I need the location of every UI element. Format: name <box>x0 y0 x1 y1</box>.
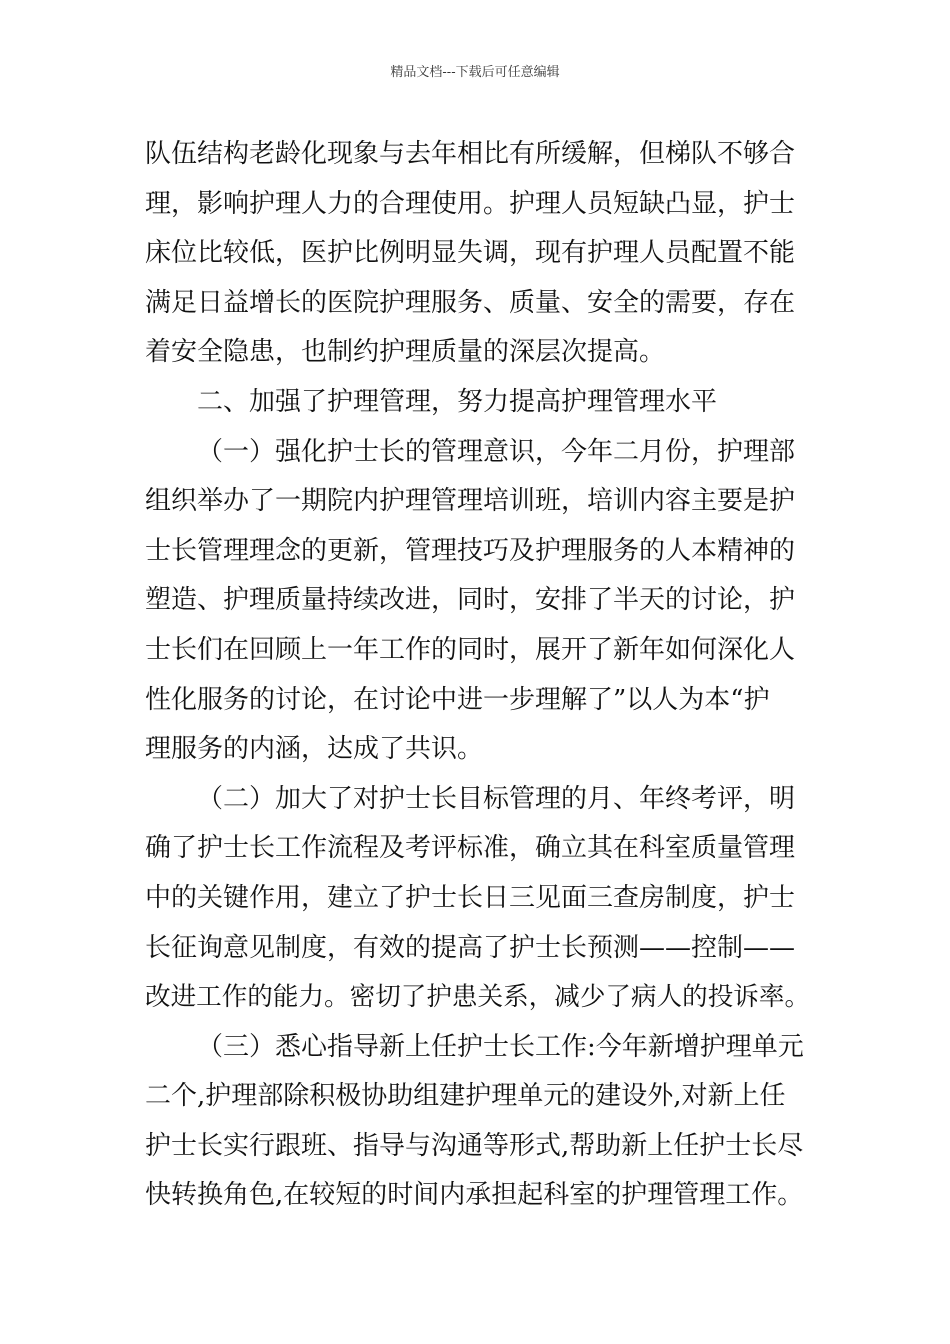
text-line: 满足日益增长的医院护理服务、质量、安全的需要，存在 <box>145 287 796 318</box>
text-line: 着安全隐患，也制约护理质量的深层次提高。 <box>145 337 666 368</box>
text-line: 床位比较低，医护比例明显失调，现有护理人员配置不能 <box>145 238 796 269</box>
text-line: 中的关键作用，建立了护士长日三见面三查房制度，护士 <box>145 882 796 913</box>
text-line: 士长们在回顾上一年工作的同时，展开了新年如何深化人 <box>145 634 796 665</box>
page-header: 精品文档---下载后可任意编辑 <box>390 65 560 80</box>
text-line: 士长管理理念的更新，管理技巧及护理服务的人本精神的 <box>145 535 796 566</box>
text-line: 长征询意见制度，有效的提高了护士长预测——控制—— <box>145 932 796 963</box>
text-line: 队伍结构老龄化现象与去年相比有所缓解，但梯队不够合 <box>145 139 796 169</box>
text-line: 二、加强了护理管理，努力提高护理管理水平 <box>197 386 718 417</box>
text-line: （二）加大了对护士长目标管理的月、年终考评，明 <box>197 783 796 814</box>
text-line: 理，影响护理人力的合理使用。护理人员短缺凸显，护士 <box>145 188 796 219</box>
text-line: 组织举办了一期院内护理管理培训班，培训内容主要是护 <box>145 486 796 517</box>
document-body <box>145 130 810 1221</box>
text-line: 护士长实行跟班、指导与沟通等形式,帮助新上任护士长尽 <box>145 1130 804 1161</box>
text-line: （一）强化护士长的管理意识，今年二月份，护理部 <box>197 436 796 467</box>
text-line: 塑造、护理质量持续改进，同时，安排了半天的讨论，护 <box>145 585 796 616</box>
text-line: 改进工作的能力。密切了护患关系，减少了病人的投诉率。 <box>145 982 811 1013</box>
text-line: 确了护士长工作流程及考评标准，确立其在科室质量管理 <box>145 833 796 864</box>
text-line: 理服务的内涵，达成了共识。 <box>145 734 484 765</box>
text-line: 二个,护理部除积极协助组建护理单元的建设外,对新上任 <box>145 1081 786 1112</box>
text-line: 性化服务的讨论，在讨论中进一步理解了”以人为本“护 <box>145 684 770 715</box>
text-line: 快转换角色,在较短的时间内承担起科室的护理管理工作。 <box>145 1180 804 1211</box>
text-line: （三）悉心指导新上任护士长工作:今年新增护理单元 <box>197 1031 804 1062</box>
